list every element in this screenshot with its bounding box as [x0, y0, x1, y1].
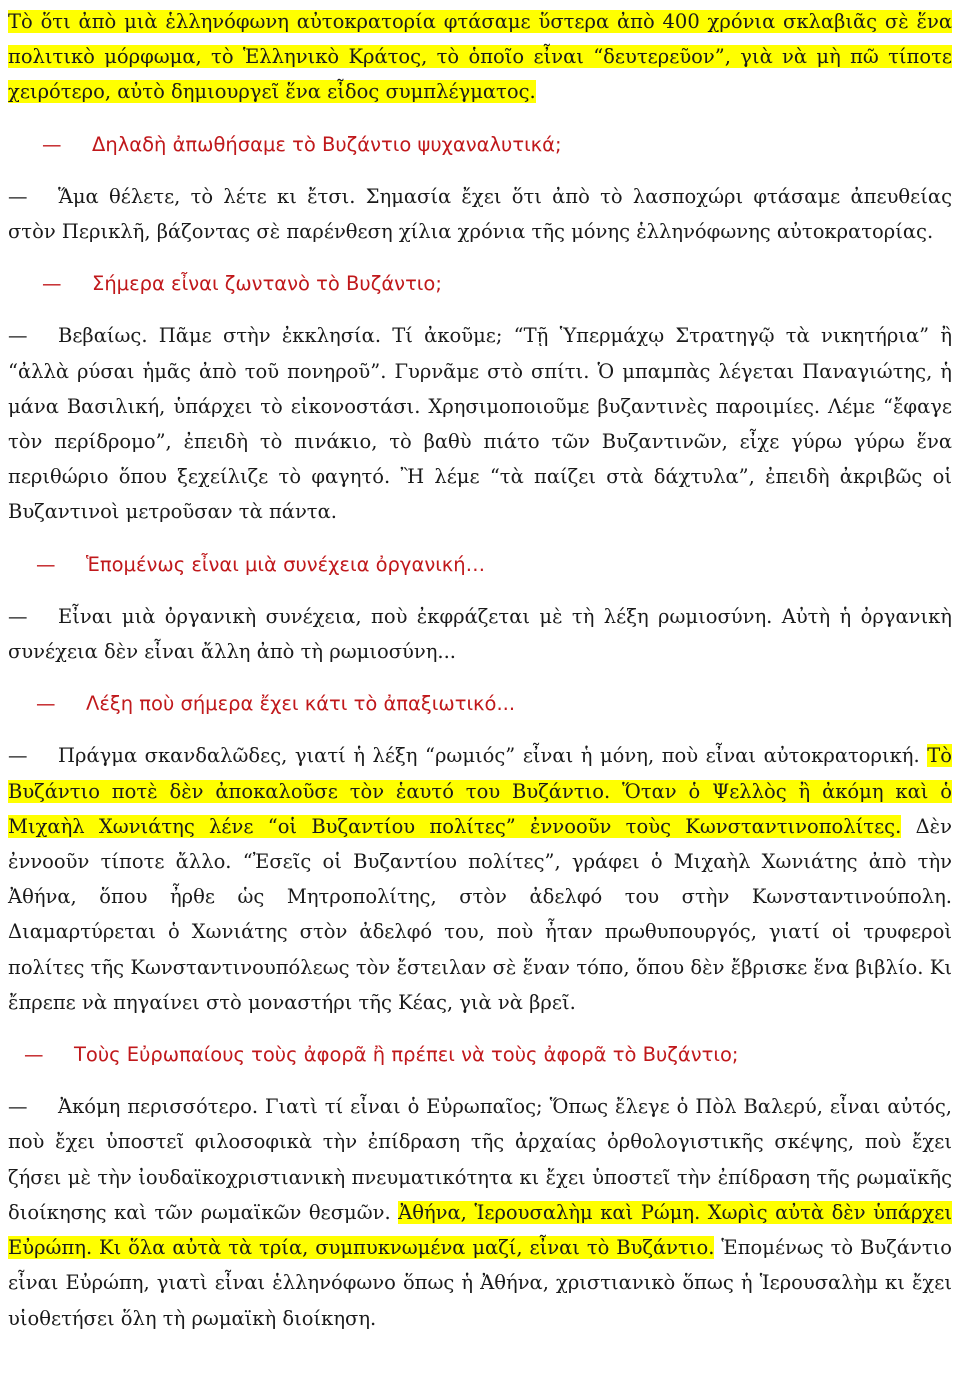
- answer-text: Πράγμα σκανδαλῶδες, γιατί ἡ λέξη “ρωμιός” εἶναι ἡ μόνη, ποὺ εἶναι αὐτοκρατορική.: [58, 744, 928, 768]
- question-text: Δηλαδὴ ἀπωθήσαμε τὸ Βυζάντιο ψυχαναλυτικά;: [92, 132, 562, 156]
- question-text: Τοὺς Εὐρωπαίους τοὺς ἀφορᾶ ἢ πρέπει νὰ τοὺς ἀφορᾶ τὸ Βυζάντιο;: [74, 1043, 739, 1067]
- interview-answer: [8, 318, 952, 529]
- question-text: Ἑπομένως εἶναι μιὰ συνέχεια ὀργανική…: [86, 552, 486, 576]
- highlighted-text: Τὸ ὅτι ἀπὸ μιὰ ἑλληνόφωνη αὐτοκρατορία φτάσαμε ὕστερα ἀπὸ 400 χρόνια σκλαβιᾶς σὲ ἕνα πολιτικὸ μόρφωμα, τὸ Ἑλληνικὸ Κράτος, τὸ ὁποῖο εἶναι “δευτερεῦον”, γιὰ νὰ μὴ πῶ τίποτε χειρότερο, αὐτὸ δημιουργεῖ ἕνα εἶδος συμπλέγματος.: [8, 10, 952, 104]
- answer-text: Βεβαίως. Πᾶμε στὴν ἐκκλησία. Τί ἀκοῦμε; “Τῇ Ὑπερμάχῳ Στρατηγῷ τὰ νικητήρια” ἢ “ἀλλὰ ρύσαι ἡμᾶς ἀπὸ τοῦ πονηροῦ”. Γυρνᾶμε στὸ σπίτι. Ὁ μπαμπὰς λέγεται Παναγιώτης, ἡ μάνα Βασιλική, ὑπάρχει τὸ εἰκονοστάσι. Χρησιμοποιοῦμε βυζαντινὲς παροιμίες. Λέμε “ἔφαγε τὸν περίδρομο”, ἐπειδὴ τὸ πινάκιο, τὸ βαθὺ πιάτο τῶν Βυζαντινῶν, εἶχε γύρω γύρω ἕνα περιθώριο ὅπου ξεχείλιζε τὸ φαγητό. Ἢ λέμε “τὰ παίζει στὰ δάχτυλα”, ἐπειδὴ ἀκριβῶς οἱ Βυζαντινοὶ μετροῦσαν τὰ πάντα.: [8, 324, 952, 524]
- highlighted-text: Τὸ Βυζάντιο ποτὲ δὲν ἀποκαλοῦσε τὸν ἑαυτό του Βυζάντιο. Ὅταν ὁ Ψελλὸς ἢ ἀκόμη καὶ ὁ Μιχαὴλ Χωνιάτης λένε “οἱ Βυζαντίου πολίτες” ἐννοοῦν τοὺς Κωνσταντινοπολίτες.: [8, 744, 952, 838]
- interview-answer: [8, 1089, 952, 1335]
- interview-question: [8, 686, 952, 721]
- em-dash: —: [8, 1095, 28, 1119]
- interview-question: [8, 547, 952, 582]
- interview-answer: [8, 738, 952, 1020]
- answer-text: Ἀκόμη περισσότερο. Γιατὶ τί εἶναι ὁ Εὐρωπαῖος; Ὅπως ἔλεγε ὁ Πὸλ Βαλερύ, εἶναι αὐτός, ποὺ ἔχει ὑποστεῖ φιλοσοφικὰ τὴν ἐπίδραση τῆς ἀρχαίας ὀρθολογιστικῆς σκέψης, ποὺ ἔχει ζήσει μὲ τὴν ἰουδαϊκοχριστιανικὴ πνευματικότητα κι ἔχει ὑποστεῖ τὴν ἐπίδραση τῆς ρωμαϊκῆς διοίκησης καὶ τῶν ρωμαϊκῶν θεσμῶν.: [8, 1095, 952, 1224]
- em-dash: —: [42, 272, 62, 296]
- em-dash: —: [42, 132, 62, 156]
- answer-text: Ἑπομένως τὸ Βυζάντιο εἶναι Εὐρώπη, γιατὶ εἶναι ἑλληνόφωνο ὅπως ἡ Ἀθήνα, χριστιανικὸ ὅπως ἡ Ἱερουσαλὴμ κι ἔχει υἱοθετήσει ὅλη τὴ ρωμαϊκὴ διοίκηση.: [8, 1236, 952, 1330]
- interview-question: [8, 1037, 952, 1072]
- em-dash: —: [24, 1043, 44, 1067]
- interview-answer: [8, 179, 952, 249]
- em-dash: —: [8, 744, 28, 768]
- question-text: Λέξη ποὺ σήμερα ἔχει κάτι τὸ ἀπαξιωτικό...: [86, 692, 516, 716]
- em-dash: —: [8, 184, 28, 208]
- em-dash: —: [36, 552, 56, 576]
- em-dash: —: [36, 692, 56, 716]
- interview-question: [8, 127, 952, 162]
- interview-answer: [8, 599, 952, 669]
- answer-text: Εἶναι μιὰ ὀργανικὴ συνέχεια, ποὺ ἐκφράζεται μὲ τὴ λέξη ρωμιοσύνη. Αὐτὴ ἡ ὀργανικὴ συνέχεια δὲν εἶναι ἄλλη ἀπὸ τὴ ρωμιοσύνη...: [8, 604, 952, 664]
- highlighted-text: Ἀθήνα, Ἱερουσαλὴμ καὶ Ρώμη. Χωρὶς αὐτὰ δὲν ὑπάρχει Εὐρώπη. Κι ὅλα αὐτὰ τὰ τρία, συμπυκνωμένα μαζί, εἶναι τὸ Βυζάντιο.: [8, 1200, 952, 1260]
- paragraph-intro: [8, 4, 952, 110]
- question-text: Σήμερα εἶναι ζωντανὸ τὸ Βυζάντιο;: [92, 272, 442, 296]
- interview-question: [8, 266, 952, 301]
- answer-text: Δὲν ἐννοοῦν τίποτε ἄλλο. “Ἐσεῖς οἱ Βυζαντίου πολίτες”, γράφει ὁ Μιχαὴλ Χωνιάτης ἀπὸ τὴν Ἀθήνα, ὅπου ἦρθε ὡς Μητροπολίτης, στὸν ἀδελφό του στὴν Κωνσταντινούπολη. Διαμαρτύρεται ὁ Χωνιάτης στὸν ἀδελφό του, ποὺ ἦταν πρωθυπουργός, γιατί οἱ τρυφεροὶ πολίτες τῆς Κωνσταντινουπόλεως τὸν ἔστειλαν σὲ ἕναν τόπο, ὅπου δὲν ἔβρισκε ἕνα βιβλίο. Κι ἔπρεπε νὰ πηγαίνει στὸ μοναστήρι τῆς Κέας, γιὰ νὰ βρεῖ.: [8, 814, 952, 1014]
- em-dash: —: [8, 324, 28, 348]
- answer-text: Ἅμα θέλετε, τὸ λέτε κι ἔτσι. Σημασία ἔχει ὅτι ἀπὸ τὸ λασποχώρι φτάσαμε ἀπευθείας στὸν Περικλῆ, βάζοντας σὲ παρένθεση χίλια χρόνια τῆς μόνης ἑλληνόφωνης αὐτοκρατορίας.: [8, 184, 952, 244]
- em-dash: —: [8, 604, 28, 628]
